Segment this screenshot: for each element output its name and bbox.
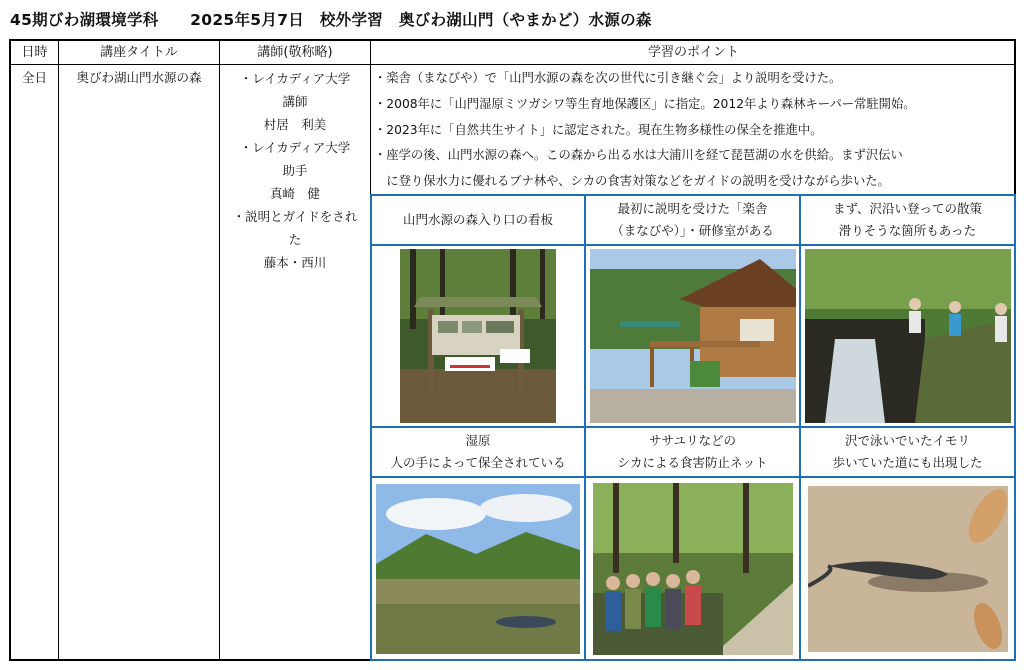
sign-photo	[400, 249, 556, 423]
column-divider	[58, 41, 59, 659]
lecturer-line: た	[288, 232, 302, 247]
photo-deer-fence	[584, 476, 801, 661]
caption-line: 歩いていた道にも出現した	[832, 455, 983, 470]
photo-wetland	[370, 476, 586, 661]
photo-manabiya-building	[584, 244, 801, 428]
newt-photo	[808, 486, 1008, 652]
header-points: 学習のポイント	[647, 45, 739, 60]
building-photo	[590, 249, 796, 423]
caption-line: ササユリなどの	[648, 433, 736, 448]
stream-photo	[805, 249, 1011, 423]
lecturer-line: 講師	[282, 94, 308, 109]
photo-stream-walk	[799, 244, 1016, 428]
point-line: ・2008年に「山門湿原ミツガシワ等生育地保護区」に指定。2012年より森林キーパー常駐開始。	[374, 96, 916, 111]
lecturer-line: ・レイカディア大学	[239, 71, 351, 86]
point-line: ・2023年に「自然共生サイト」に認定された。現在生物多様性の保全を推進中。	[374, 122, 823, 137]
header-lecturer: 講師(敬称略)	[257, 45, 333, 60]
lecturer-line: 藤本・西川	[263, 255, 327, 270]
photo-newt	[799, 476, 1016, 661]
photo-caption	[799, 426, 1016, 478]
header-date: 日時	[21, 45, 48, 60]
photo-caption	[799, 194, 1016, 246]
point-line: ・座学の後、山門水源の森へ。この森から出る水は大浦川を経て琵琶湖の水を供給。まず沢伝い	[374, 148, 903, 163]
caption-line: まず、沢沿い登っての散策	[832, 201, 982, 216]
photo-entrance-sign	[370, 244, 586, 428]
row-course-title: 奥びわ湖山門水源の森	[76, 70, 202, 85]
header-course-title: 講座タイトル	[100, 45, 178, 60]
header-divider	[11, 64, 1014, 65]
caption-line: （まなびや）」・研修室がある	[611, 223, 774, 238]
caption-line: シカによる食害防止ネット	[617, 455, 768, 470]
caption-line: 沢で泳いでいたイモリ	[844, 433, 970, 448]
lecturer-line: 助手	[282, 163, 308, 178]
fence-photo	[593, 483, 793, 655]
page-title: 45期びわ湖環境学科 2025年5月7日 校外学習 奥びわ湖山門（やまかど）水源の森	[10, 11, 652, 29]
caption-line: 人の手によって保全されている	[390, 455, 566, 470]
point-line: ・楽舎（まなびや）で「山門水源の森を次の世代に引き継ぐ会」より説明を受けた。	[374, 71, 842, 85]
report-table	[9, 39, 1016, 661]
caption-line: 山門水源の森入り口の看板	[402, 212, 553, 227]
photo-caption	[370, 194, 586, 246]
lecturer-list	[220, 67, 370, 274]
caption-line: 滑りそうな箇所もあった	[838, 223, 977, 238]
learning-points	[374, 66, 1014, 195]
point-line: に登り保水力に優れるブナ林や、シカの食害対策などをガイドの説明を受けながら歩いた。	[374, 174, 890, 189]
wetland-photo	[376, 484, 580, 654]
photo-grid	[370, 194, 1016, 661]
lecturer-line: 村居 利美	[263, 117, 327, 132]
photo-caption	[370, 426, 586, 478]
photo-caption	[584, 426, 801, 478]
photo-caption	[584, 194, 801, 246]
caption-line: 最初に説明を受けた「楽舎	[617, 201, 768, 216]
caption-line: 湿原	[465, 433, 491, 448]
lecturer-line: ・レイカディア大学	[239, 140, 351, 155]
lecturer-line: ・説明とガイドをされ	[232, 209, 358, 224]
row-date: 全日	[21, 70, 47, 85]
lecturer-line: 真崎 健	[269, 186, 320, 201]
